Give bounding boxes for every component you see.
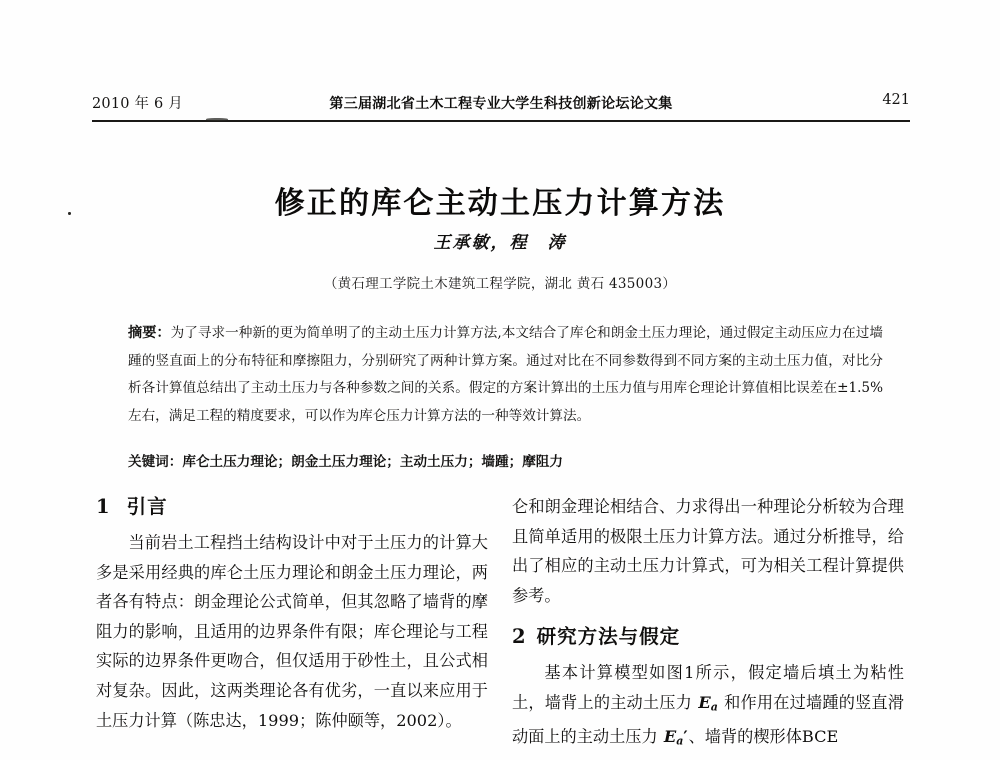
math-symbol-Ea-prime: $E_a'$ xyxy=(663,726,688,748)
abstract-text: 为了寻求一种新的更为简单明了的主动土压力计算方法,本文结合了库仑和朗金土压力理论，通过假定主动压应力在过墙踵的竖直面上的分布特征和摩擦阻力，分别研究了两种计算方案。通过对比在不同参数得到不同方案的主动土压力值，对比分析各计算值总结出了主动土压力与各种参数之间的关系。假定的方案计算出的土压力值与用库仑理论计算值相比误差在±1.5%左右，满足工程的精度要求，可以作为库仑压力计算方法的一种等效计算法。 xyxy=(128,325,883,424)
body-column-left xyxy=(96,492,488,735)
paragraph-intro-1: 当前岩土工程挡土结构设计中对于土压力的计算大多是采用经典的库仑土压力理论和朗金土压力理论，两者各有特点：朗金理论公式简单，但其忽略了墙背的摩阻力的影响，且适用的边界条件有限；库仑理论与工程实际的边界条件更吻合，但仅适用于砂性土，且公式相对复杂。因此，这两类理论各有优劣，一直以来应用于土压力计算（陈忠达，1999；陈仲颐等，2002）。 xyxy=(96,533,488,730)
keywords-text: 库仑土压力理论；朗金土压力理论；主动土压力；墙踵；摩阻力 xyxy=(182,454,563,470)
page-number: 421 xyxy=(882,92,910,108)
running-head xyxy=(92,92,910,118)
keywords-label: 关键词： xyxy=(128,454,183,470)
section-number: 1 xyxy=(96,495,111,518)
section-number: 2 xyxy=(512,625,527,649)
paragraph-methods-1 xyxy=(512,658,904,756)
methods-text-a: 基本计算模型如图1所示，假定墙后填土为粘性土，墙背上的主动土压力 xyxy=(512,663,904,712)
abstract-label: 摘要： xyxy=(128,325,171,341)
section-heading-methods xyxy=(512,622,904,652)
running-head-date: 2010 年 6 月 xyxy=(92,96,183,112)
paragraph-intro-2: 仑和朗金理论相结合、力求得出一种理论分析较为合理且简单适用的极限土压力计算方法。通过分析推导，给出了相应的主动土压力计算式，可为相关工程计算提供参考。 xyxy=(512,497,904,605)
body-column-right xyxy=(512,492,904,756)
page-title: 修正的库仑主动土压力计算方法 xyxy=(274,186,726,222)
methods-text-b: 和作用在过墙踵的竖直滑动面上的主动土压力 xyxy=(512,692,904,746)
section-title: 引言 xyxy=(126,495,168,518)
section-heading-introduction xyxy=(96,492,488,522)
methods-text-c: 、墙背的楔形体BCE xyxy=(688,726,839,746)
abstract-block xyxy=(128,320,883,430)
math-symbol-Ea: $E_a$ xyxy=(698,692,718,714)
section-title: 研究方法与假定 xyxy=(536,625,681,649)
keywords-block xyxy=(128,450,883,474)
author-affiliation: （黄石理工学院土木建筑工程学院，湖北 黄石 435003） xyxy=(323,276,677,292)
scan-speck xyxy=(206,118,228,121)
author-list: 王承敏，程 涛 xyxy=(433,233,567,253)
running-head-proceedings-title: 第三届湖北省土木工程专业大学生科技创新论坛论文集 xyxy=(329,96,673,112)
